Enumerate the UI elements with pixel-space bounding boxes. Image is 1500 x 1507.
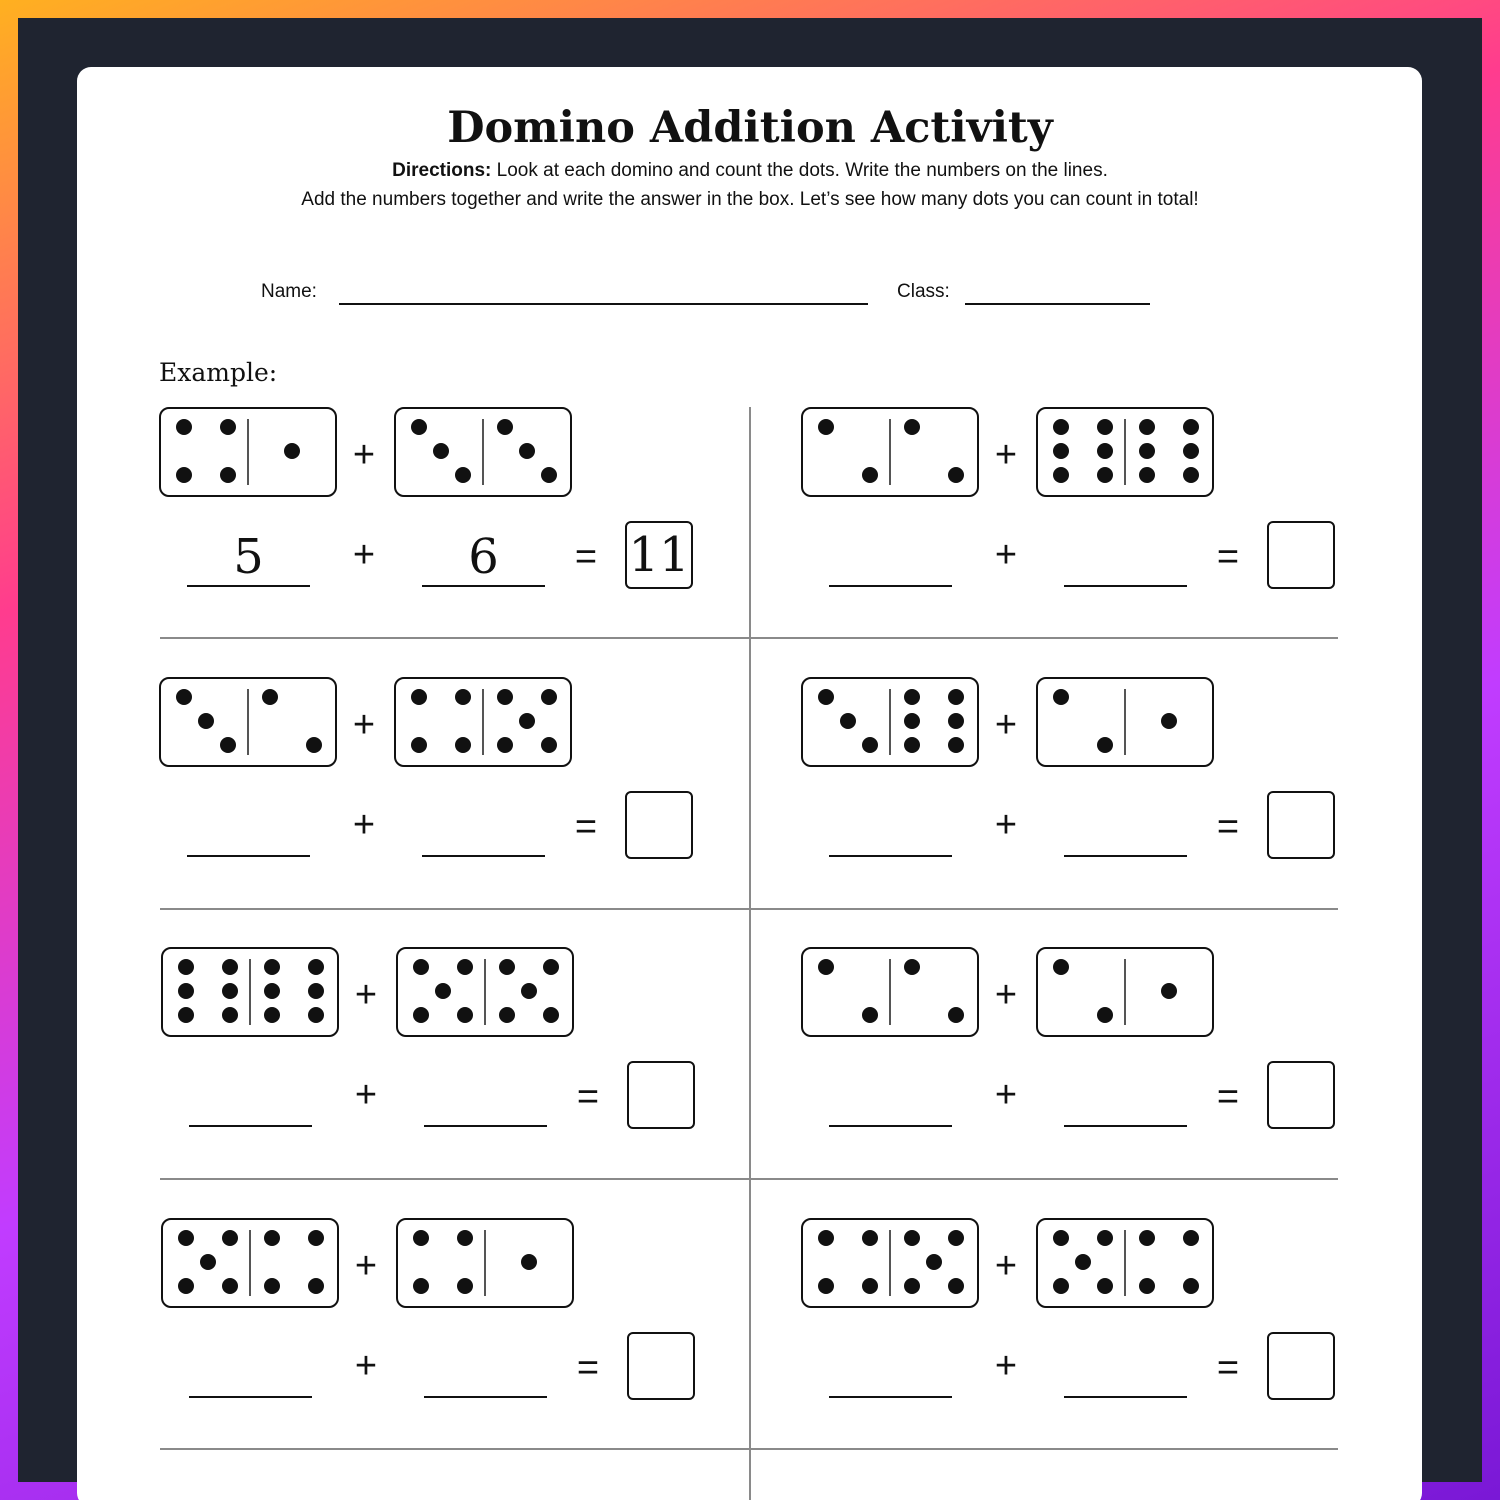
domino-right-graphic [394,407,572,497]
pip [862,737,878,753]
pip [1053,467,1069,483]
pip [306,737,322,753]
problem-cell [801,947,1361,1167]
pip [521,983,537,999]
problem-cell [801,407,1361,627]
pip [1097,419,1113,435]
pip [543,1007,559,1023]
answer-right-line[interactable] [422,585,545,587]
pip [840,713,856,729]
pip [1161,983,1177,999]
pip [178,1007,194,1023]
pip [948,689,964,705]
plus-sign: + [994,1074,1018,1116]
pip [1139,467,1155,483]
pip [862,1230,878,1246]
pip [222,1230,238,1246]
domino-right-graphic [1036,947,1214,1037]
pip [222,1007,238,1023]
pip [1053,419,1069,435]
domino-left [161,947,339,1042]
domino-left-graphic [159,677,337,767]
pip [220,467,236,483]
answer-right-line[interactable] [1064,1125,1187,1127]
pip [541,689,557,705]
pip [818,1230,834,1246]
pip [1139,1278,1155,1294]
example-label: Example: [159,358,278,387]
pip [220,737,236,753]
equals-sign: = [1216,806,1240,848]
pip [1097,443,1113,459]
pip [818,419,834,435]
pip [413,1278,429,1294]
pip [264,1007,280,1023]
plus-sign: + [994,534,1018,576]
pip [1139,419,1155,435]
pip [1183,443,1199,459]
pip [1097,1230,1113,1246]
pip [222,983,238,999]
pip [178,1278,194,1294]
domino-left [801,407,979,502]
plus-sign: + [352,434,376,476]
pip [455,737,471,753]
pip [497,737,513,753]
domino-right [1036,947,1214,1042]
pip [948,1007,964,1023]
pip [1183,419,1199,435]
pip [1097,737,1113,753]
answer-right-line[interactable] [1064,1396,1187,1398]
pip [543,959,559,975]
plus-sign: + [352,534,376,576]
plus-sign: + [994,1245,1018,1287]
pip [176,689,192,705]
pip [1097,1278,1113,1294]
pip [1097,467,1113,483]
pip [308,1230,324,1246]
pip [499,959,515,975]
answer-right-line[interactable] [1064,855,1187,857]
domino-right-graphic [1036,1218,1214,1308]
pip [948,467,964,483]
equals-sign: = [576,1347,600,1389]
pip [948,1278,964,1294]
example-problem [159,407,719,627]
plus-sign: + [994,434,1018,476]
answer-total-box[interactable] [1267,791,1335,859]
answer-left-value: 5 [233,529,264,585]
domino-right-graphic [396,1218,574,1308]
pip [904,959,920,975]
domino-left [801,1218,979,1313]
pip [1139,443,1155,459]
pip [1053,959,1069,975]
answer-left-line[interactable] [829,1125,952,1127]
domino-left-graphic [801,1218,979,1308]
pip [308,983,324,999]
answer-left-line[interactable] [829,1396,952,1398]
pip [1183,1230,1199,1246]
plus-sign: + [994,804,1018,846]
pip [926,1254,942,1270]
pip [948,1230,964,1246]
plus-sign: + [994,974,1018,1016]
problem-cell [801,677,1361,897]
directions-line-1 [0,158,1500,184]
problem-cell [801,1218,1361,1438]
pip [433,443,449,459]
pip [457,1278,473,1294]
pip [1053,443,1069,459]
answer-total-box[interactable] [627,1332,695,1400]
pip [862,1007,878,1023]
domino-left-graphic [161,1218,339,1308]
pip [222,1278,238,1294]
pip [178,983,194,999]
problem-cell [159,677,719,897]
pip [457,959,473,975]
pip [308,959,324,975]
pip [308,1007,324,1023]
pip [519,443,535,459]
name-field[interactable] [339,303,868,305]
pip [198,713,214,729]
row-divider [160,908,1338,910]
pip [1097,1007,1113,1023]
answer-total-box[interactable] [627,1061,695,1129]
domino-left [161,1218,339,1313]
pip [411,419,427,435]
pip [541,467,557,483]
directions-line-2: Add the numbers together and write the answer in the box. Let’s see how many dots you can count in total! [301,189,1199,210]
equals-sign: = [576,1076,600,1118]
pip [862,467,878,483]
domino-left-graphic [161,947,339,1037]
plus-sign: + [354,1245,378,1287]
pip [1053,1230,1069,1246]
answer-left-line[interactable] [189,1396,312,1398]
pip [220,419,236,435]
pip [541,737,557,753]
answer-right-line[interactable] [424,1125,547,1127]
pip [457,1230,473,1246]
pip [1139,1230,1155,1246]
plus-sign: + [994,704,1018,746]
pip [904,1278,920,1294]
worksheet-title: Domino Addition Activity [447,103,1053,153]
pip [904,419,920,435]
pip [948,737,964,753]
answer-total-box[interactable] [1267,521,1335,589]
answer-right-line[interactable] [422,855,545,857]
pip [264,983,280,999]
pip [1161,713,1177,729]
pip [222,959,238,975]
domino-left [801,677,979,772]
domino-left [801,947,979,1042]
pip [264,1230,280,1246]
pip [497,419,513,435]
domino-right [394,407,572,502]
pip [1053,1278,1069,1294]
pip [455,689,471,705]
answer-right-value: 6 [468,529,499,585]
pip [200,1254,216,1270]
equals-sign: = [574,536,598,578]
pip [1075,1254,1091,1270]
pip [308,1278,324,1294]
domino-left [159,677,337,772]
domino-right [1036,1218,1214,1313]
domino-left [159,407,337,502]
answer-left-line[interactable] [187,855,310,857]
problem-cell [161,1218,721,1438]
pip [1053,689,1069,705]
pip [862,1278,878,1294]
row-divider [160,1448,1338,1450]
pip [521,1254,537,1270]
answer-left-line[interactable] [829,855,952,857]
equals-sign: = [574,806,598,848]
row-divider [160,1178,1338,1180]
domino-right [396,1218,574,1313]
domino-right-graphic [1036,407,1214,497]
pip [262,689,278,705]
pip [413,1007,429,1023]
plus-sign: + [994,1345,1018,1387]
pip [264,959,280,975]
answer-right-line[interactable] [1064,585,1187,587]
pip [818,959,834,975]
pip [284,443,300,459]
pip [904,713,920,729]
domino-right-graphic [1036,677,1214,767]
pip [411,689,427,705]
answer-total-box[interactable] [1267,1332,1335,1400]
answer-left-line[interactable] [187,585,310,587]
domino-right-graphic [394,677,572,767]
plus-sign: + [352,804,376,846]
answer-total-box[interactable] [625,791,693,859]
domino-left-graphic [801,947,979,1037]
pip [904,737,920,753]
domino-right [394,677,572,772]
class-label: Class: [897,281,950,302]
answer-left-line[interactable] [189,1125,312,1127]
problem-cell [161,947,721,1167]
plus-sign: + [354,974,378,1016]
pip [904,689,920,705]
domino-left-graphic [159,407,337,497]
pip [435,983,451,999]
plus-sign: + [352,704,376,746]
domino-right-graphic [396,947,574,1037]
pip [519,713,535,729]
pip [178,1230,194,1246]
column-divider [749,407,751,1500]
pip [178,959,194,975]
name-label: Name: [261,281,317,302]
pip [413,1230,429,1246]
pip [176,419,192,435]
pip [818,1278,834,1294]
pip [176,467,192,483]
pip [904,1230,920,1246]
pip [455,467,471,483]
domino-right [1036,677,1214,772]
pip [497,689,513,705]
plus-sign: + [354,1345,378,1387]
pip [411,737,427,753]
equals-sign: = [1216,536,1240,578]
row-divider [160,637,1338,639]
directions-label: Directions: [392,160,492,181]
pip [264,1278,280,1294]
pip [948,713,964,729]
answer-total-box[interactable] [1267,1061,1335,1129]
pip [1183,1278,1199,1294]
pip [499,1007,515,1023]
domino-left-graphic [801,677,979,767]
plus-sign: + [354,1074,378,1116]
pip [1183,467,1199,483]
domino-left-graphic [801,407,979,497]
pip [818,689,834,705]
answer-right-line[interactable] [424,1396,547,1398]
answer-total-box[interactable]: 11 [625,521,693,589]
pip [413,959,429,975]
answer-left-line[interactable] [829,585,952,587]
domino-right [396,947,574,1042]
domino-right [1036,407,1214,502]
equals-sign: = [1216,1347,1240,1389]
pip [457,1007,473,1023]
directions-text-1: Look at each domino and count the dots. Write the numbers on the lines. [496,160,1108,181]
class-field[interactable] [965,303,1150,305]
equals-sign: = [1216,1076,1240,1118]
